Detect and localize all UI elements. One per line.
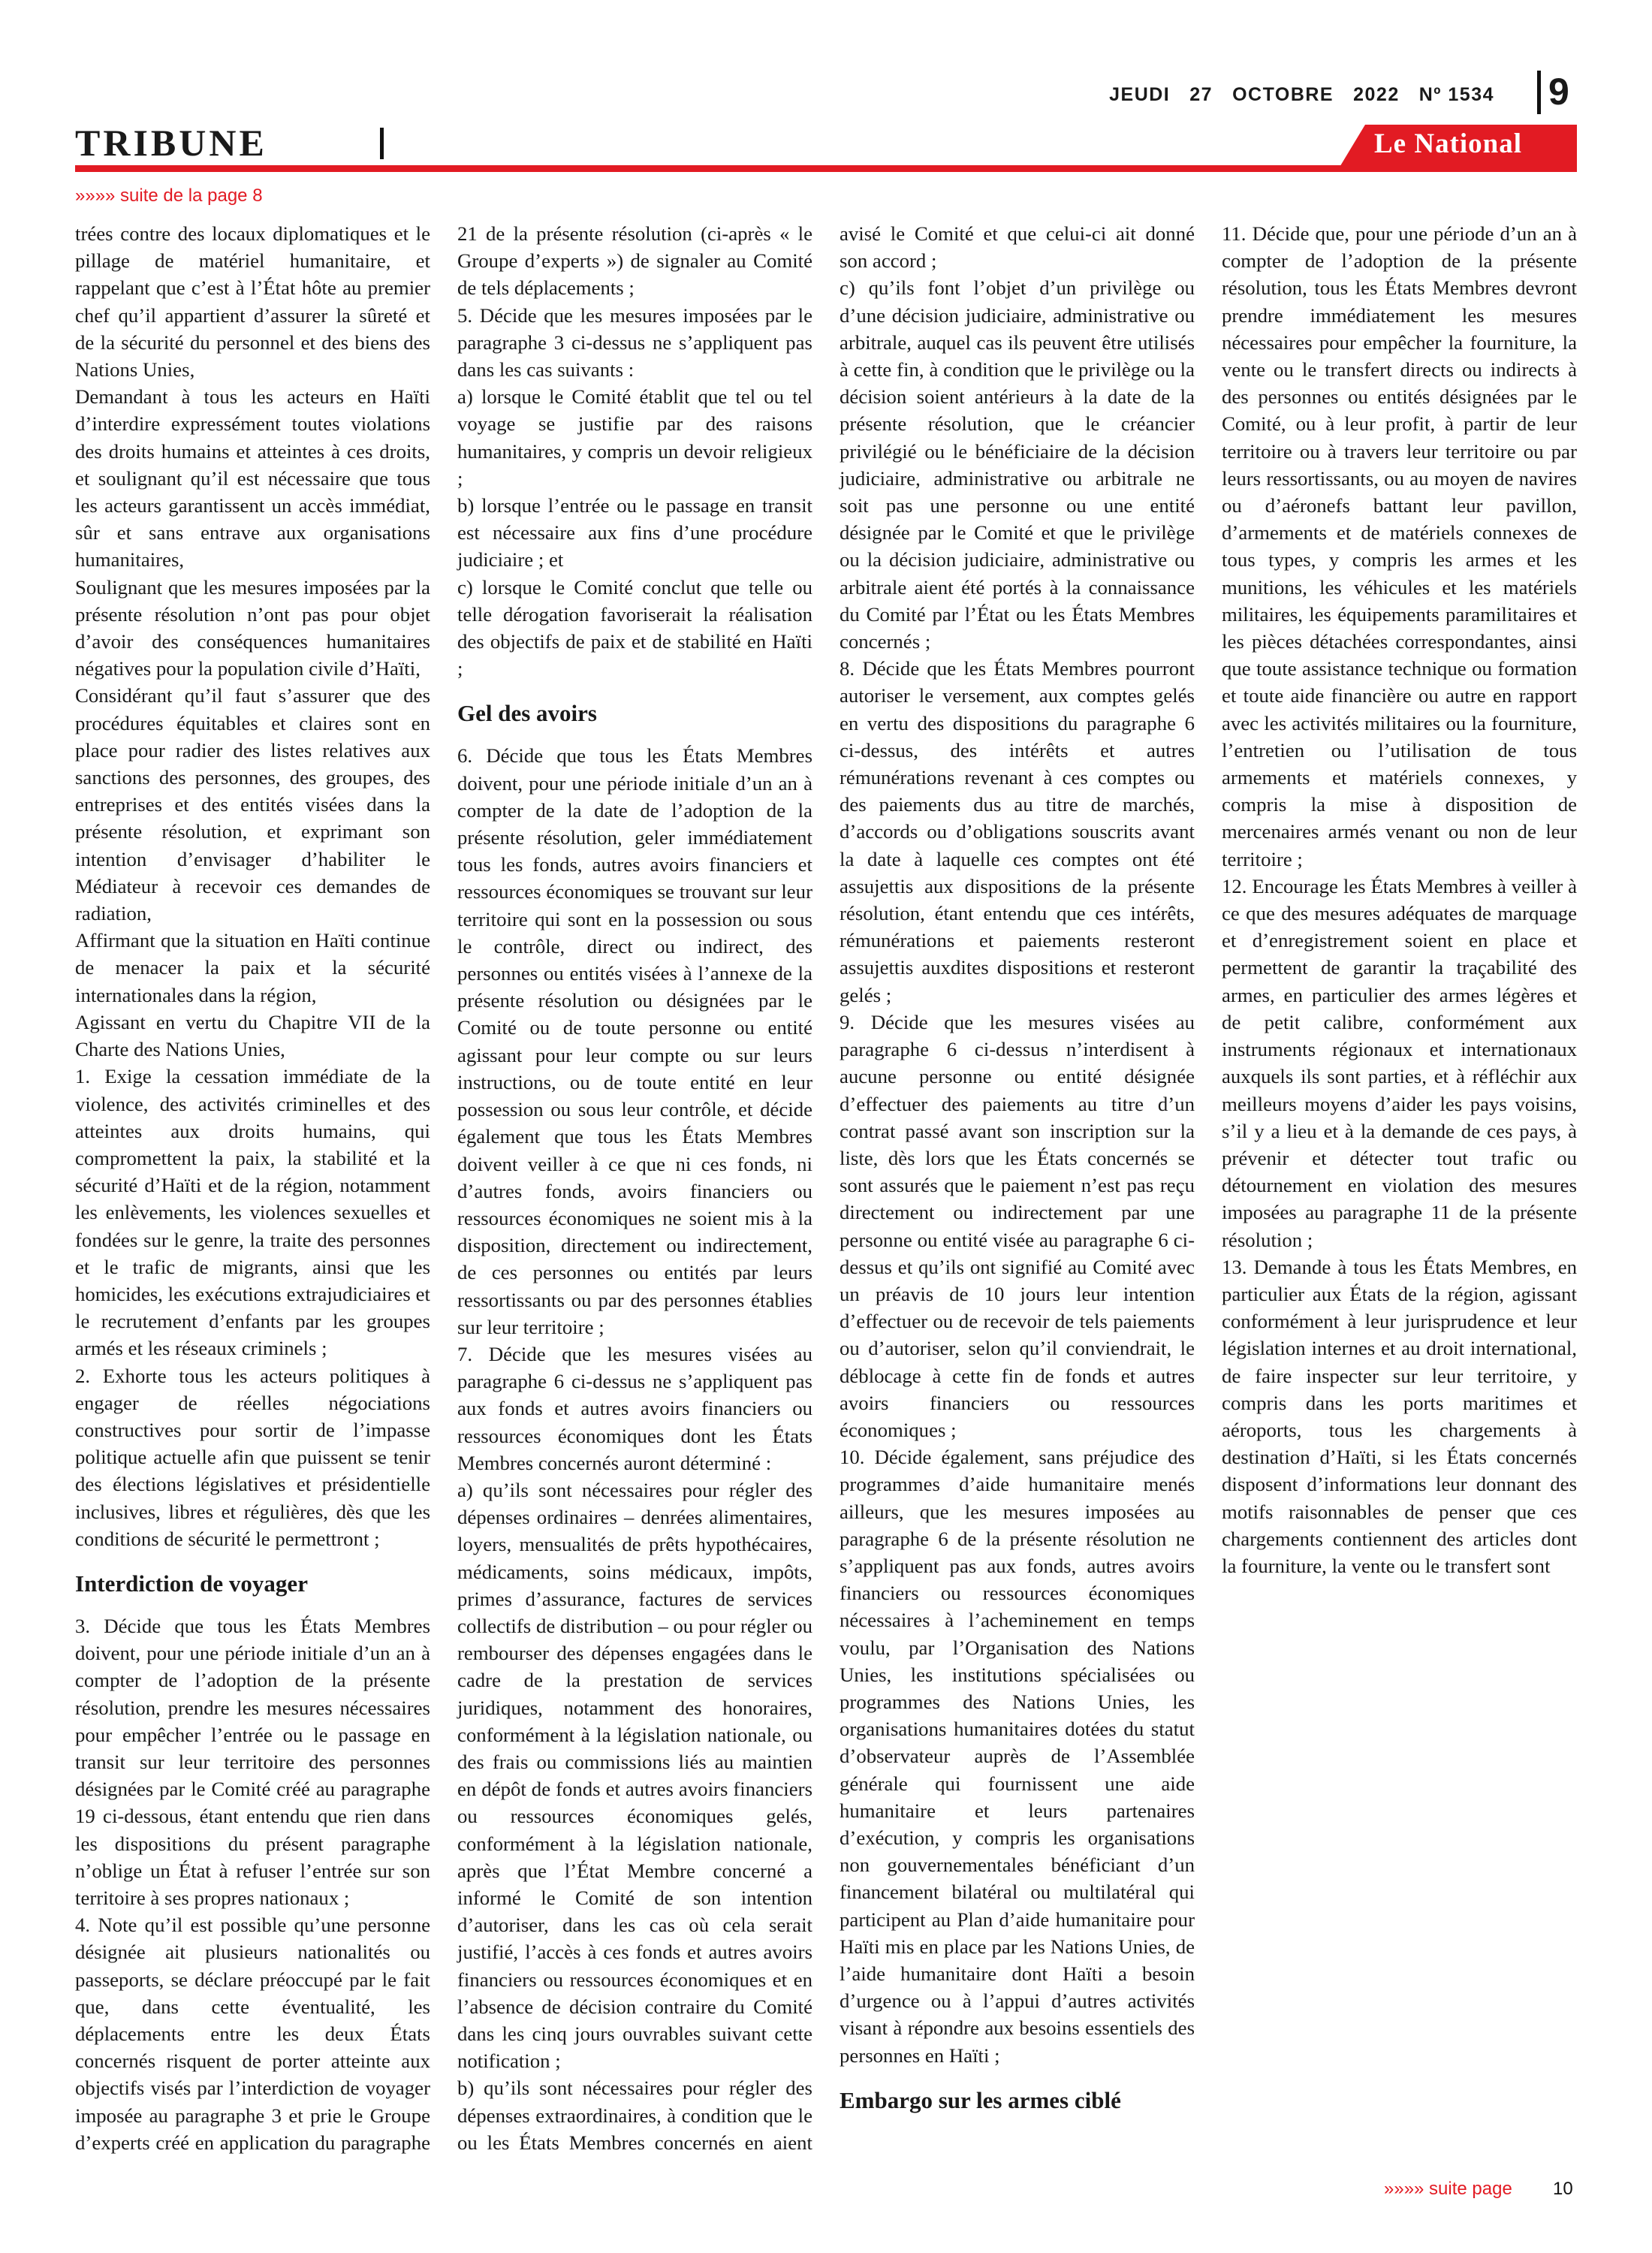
paragraph: 11. Décide que, pour une période d’un an à compter de l’adoption de la présente résolution, tous les États Membres devront prendre immédiatement les mesures nécessaires pour empêcher la fourniture, la vente ou le transfert directs ou indirects à des personnes ou entités désignées par le Comité, ou à leur profit, à partir de leur territoire ou à travers leur territoire ou par leurs ressortissants, ou au moyen de navires ou d’aéronefs battant leur pavillon, d’armements et de matériels connexes de tous types, y compris les armes et les munitions, les véhicules et les matériels militaires, les équipements paramilitaires et les pièces détachées correspondantes, ainsi que toute assistance technique ou formation et toute aide financière ou autre en rapport avec les activités militaires ou la fourniture, l’entretien ou l’utilisation de tous armements et matériels connexes, y compris la mise à disposition de mercenaires armés venant ou non de leur territoire ; [1222,222,1577,870]
continued-from: »»»» suite de la page 8 [75,185,263,206]
issue-year: 2022 [1353,84,1400,105]
issue-info [1109,84,1494,106]
paragraph: b) lorsque l’entrée ou le passage en transit est nécessaire aux fins d’une procédure judiciaire ; et [457,494,812,572]
paragraph: a) lorsque le Comité établit que tel ou tel voyage se justifie par des raisons humanitaires, y compris un devoir religieux ; [457,385,812,490]
paragraph: 8. Décide que les États Membres pourront autoriser le versement, aux comptes gelés en vertu des dispositions du paragraphe 6 ci-dessus, des intérêts et autres rémunérations revenant à ces comptes ou des paiements dus au titre de marchés, d’accords ou d’obligations souscrits avant la date à laquelle ces comptes ont été assujettis aux dispositions de la présente résolution, étant entendu que ces intérêts, rémunérations et paiements resteront assujettis auxdites dispositions et resteront gelés ; [840,657,1195,1006]
subheading: Interdiction de voyager [75,1570,308,1597]
issue-month: OCTOBRE [1232,84,1334,105]
paragraph: trées contre des locaux diplomatiques et le pillage de matériel humanitaire, et rappelant que c’est à l’État hôte au premier chef qu’il appartient d’assurer la sûreté et de la sécurité du personnel et des biens des Nations Unies, [75,222,430,382]
paragraph: Soulignant que les mesures imposées par la présente résolution n’ont pas pour objet d’avoir des conséquences humanitaires négatives pour la population civile d’Haïti, [75,575,430,680]
issue-date: 27 [1189,84,1213,105]
paragraph: 10. Décide également, sans préjudice des programmes d’aide humanitaire menés ailleurs, que les mesures imposées au paragraphe 6 de la présente résolution ne s’appliquent pas aux fonds, autres avoirs financiers ou ressources économiques nécessaires à l’acheminement en temps voulu, par l’Organisation des Nations Unies, les institutions spécialisées ou programmes des Nations Unies, les organisations humanitaires dotées du statut d’observateur auprès de l’Assemblée générale qui fournissent une aide humanitaire et leurs partenaires d’exécution, y compris les organisations non gouvernementales bénéficiant d’un financement bilatéral ou multilatéral qui participent au Plan d’aide humanitaire pour Haïti mis en place par les Nations Unies, de l’aide humanitaire dont Haïti a besoin d’urgence ou à l’appui d’autres activités visant à répondre aux besoins essentiels des personnes en Haïti ; [840,1446,1195,2067]
paragraph: 13. Demande à tous les États Membres, en particulier aux États de la région, agissant conformément à leur jurisprudence et leur législation internes et au droit international, de faire inspecter sur leur territoire, y compris dans les ports maritimes et aéroports, tous les chargements à destination d’Haïti, si les États concernés disposent d’informations leur donnant des motifs raisonnables de penser que ces chargements contiennent des articles dont la fourniture, la vente ou le transfert sont [1222,1255,1577,1577]
paragraph: Considérant qu’il faut s’assurer que des procédures équitables et claires sont en place pour radier des listes relatives aux sanctions des personnes, des groupes, des entreprises et des entités visées dans la présente résolution, et exprimant son intention d’envisager d’habiliter le Médiateur à recevoir ces demandes de radiation, [75,684,430,925]
paragraph: Affirmant que la situation en Haïti continue de menacer la paix et la sécurité internationales dans la région, [75,929,430,1006]
page-number: 9 [1548,71,1569,113]
paragraph: b) qu’ils sont nécessaires pour régler des dépenses extraordinaires, à condition que le ou les États Membres concernés en aient avisé le Comité et que celui-ci ait donné son accord ; [457,222,1195,2154]
paragraph: a) qu’ils sont nécessaires pour régler des dépenses ordinaires – denrées alimentaires, loyers, mensualités de prêts hypothécaires, médicaments, soins médicaux, impôts, primes d’assurance, factures de services collectifs de distribution – ou pour régler ou rembourser des dépenses engagées dans le cadre de la prestation de services juridiques, notamment des honoraires, conformément à la législation nationale, ou des frais ou commissions liés au maintien en dépôt de fonds et autres avoirs financiers ou ressources économiques gelés, conformément à la législation nationale, après que l’État Membre concerné a informé le Comité de son intention d’autoriser, dans les cas où cela serait justifié, l’accès à ces fonds et autres avoirs financiers ou ressources économiques et en l’absence de décision contraire du Comité dans les cinq jours ouvrables suivant cette notification ; [457,1478,812,2073]
issue-day: JEUDI [1109,84,1171,105]
article-body [75,220,1577,2158]
next-page-number: 10 [1553,2179,1573,2199]
subheading: Gel des avoirs [457,700,597,727]
brand-name: Le National [1374,128,1523,159]
paragraph: 5. Décide que les mesures imposées par le paragraphe 3 ci-dessus ne s’appliquent pas dans les cas suivants : [457,303,812,382]
continued-to: »»»» suite page [1384,2179,1512,2199]
paragraph: 6. Décide que tous les États Membres doivent, pour une période initiale d’un an à compter de la date de l’adoption de la présente résolution, geler immédiatement tous les fonds, autres avoirs financiers et ressources économiques se trouvant sur leur territoire qui sont en la possession ou sous le contrôle, direct ou indirect, des personnes ou entités visées à l’annexe de la présente résolution ou désignées par le Comité ou de toute personne ou entité agissant pour leur compte ou sur leurs instructions, ou de toute entité en leur possession ou sous leur contrôle, et décide également que tous les États Membres doivent veiller à ce que ni ces fonds, ni d’autres fonds, avoirs financiers ou ressources économiques ne soient mis à la disposition, directement ou indirectement, de ces personnes ou entités par leurs ressortissants ou par des personnes établies sur leur territoire ; [457,744,812,1338]
section-title: TRIBUNE [75,122,267,164]
paragraph: 12. Encourage les États Membres à veiller à ce que des mesures adéquates de marquage et d’enregistrement soient en place et permettent de garantir la traçabilité des armes, en particulier des armes légères et de petit calibre, conformément aux instruments régionaux et internationaux auxquels ils sont parties, et à réfléchir aux meilleurs moyens d’aider les pays voisins, s’il y a lieu et à la demande de ces pays, à prévenir et détecter tout trafic ou détournement en violation des mesures imposées au paragraphe 11 de la présente résolution ; [1222,874,1577,1251]
header-divider [1537,71,1541,114]
paragraph: 2. Exhorte tous les acteurs politiques à engager de réelles négociations constructives pour sortir de l’impasse politique actuelle afin que puissent se tenir des élections législatives et présidentielle inclusives, libres et régulières, dès que les conditions de sécurité le permettront ; [75,1364,430,1550]
section-divider [380,128,384,159]
paragraph: c) lorsque le Comité conclut que telle ou telle dérogation favoriserait la réalisation des objectifs de paix et de stabilité en Haïti ; [457,575,812,680]
paragraph: Demandant à tous les acteurs en Haïti d’interdire expressément toutes violations des droits humains et atteintes à ces droits, et soulignant qu’il est nécessaire que tous les acteurs garantissent un accès immédiat, sûr et sans entrave aux organisations humanitaires, [75,385,430,572]
paragraph: c) qu’ils font l’objet d’un privilège ou d’une décision judiciaire, administrative ou arbitrale, auquel cas ils peuvent être utilisés à cette fin, à condition que le privilège ou la décision soient antérieurs à la date de la présente résolution, que le créancier privilégié ou le bénéficiaire de la décision judiciaire, administrative ou arbitrale ne soit pas une personne ou une entité désignée par le Comité et que le privilège ou la décision judiciaire, administrative ou arbitrale aient été portés à la connaissance du Comité par l’État ou les États Membres concernés ; [840,276,1195,653]
paragraph: 9. Décide que les mesures visées au paragraphe 6 ci-dessus n’interdisent à aucune personne ou entité désignée d’effectuer des paiements au titre d’un contrat passé avant son inscription sur la liste, dès lors que les États concernés se sont assurés que le paiement n’est pas reçu directement ou indirectement par une personne ou entité visée au paragraphe 6 ci-dessus et qu’ils ont signifié au Comité avec un préavis de 10 jours leur intention d’effectuer ou de recevoir de tels paiements ou d’autoriser, selon qu’il conviendrait, le déblocage à cette fin de fonds et autres avoirs financiers ou ressources économiques ; [840,1010,1195,1441]
paragraph: Agissant en vertu du Chapitre VII de la Charte des Nations Unies, [75,1010,430,1061]
subheading: Embargo sur les armes ciblé [840,2086,1121,2113]
paragraph: 3. Décide que tous les États Membres doivent, pour une période initiale d’un an à compter de l’adoption de la présente résolution, prendre les mesures nécessaires pour empêcher l’entrée ou le passage en transit sur leur territoire des personnes désignées par le Comité créé au paragraphe 19 ci-dessous, étant entendu que rien dans les dispositions du présent paragraphe n’oblige un État à refuser l’entrée sur son territoire à ses propres nationaux ; [75,1614,430,1909]
paragraph: 7. Décide que les mesures visées au paragraphe 6 ci-dessus ne s’appliquent pas aux fonds et autres avoirs financiers ou ressources économiques dont les États Membres concernés auront déterminé : [457,1342,812,1474]
paragraph: 4. Note qu’il est possible qu’une personne désignée ait plusieurs nationalités ou passeports, se déclare préoccupé par le fait que, dans cette éventualité, les déplacements entre les deux États concernés risquent de porter atteinte aux objectifs visés par l’interdiction de voyager imposée au paragraphe 3 et prie le Groupe d’experts créé en application du paragraphe 21 de la présente résolution (ci-après « le Groupe d’experts ») de signaler au Comité de tels déplacements ; [75,222,812,2154]
paragraph: 1. Exige la cessation immédiate de la violence, des activités criminelles et des atteintes aux droits humains, qui compromettent la paix, la stabilité et la sécurité d’Haïti et de la région, notamment les enlèvements, les violences sexuelles et fondées sur le genre, la traite des personnes et le trafic de migrants, ainsi que les homicides, les exécutions extrajudiciaires et le recrutement d’enfants par les groupes armés et les réseaux criminels ; [75,1065,430,1360]
issue-number: Nº 1534 [1418,84,1494,105]
